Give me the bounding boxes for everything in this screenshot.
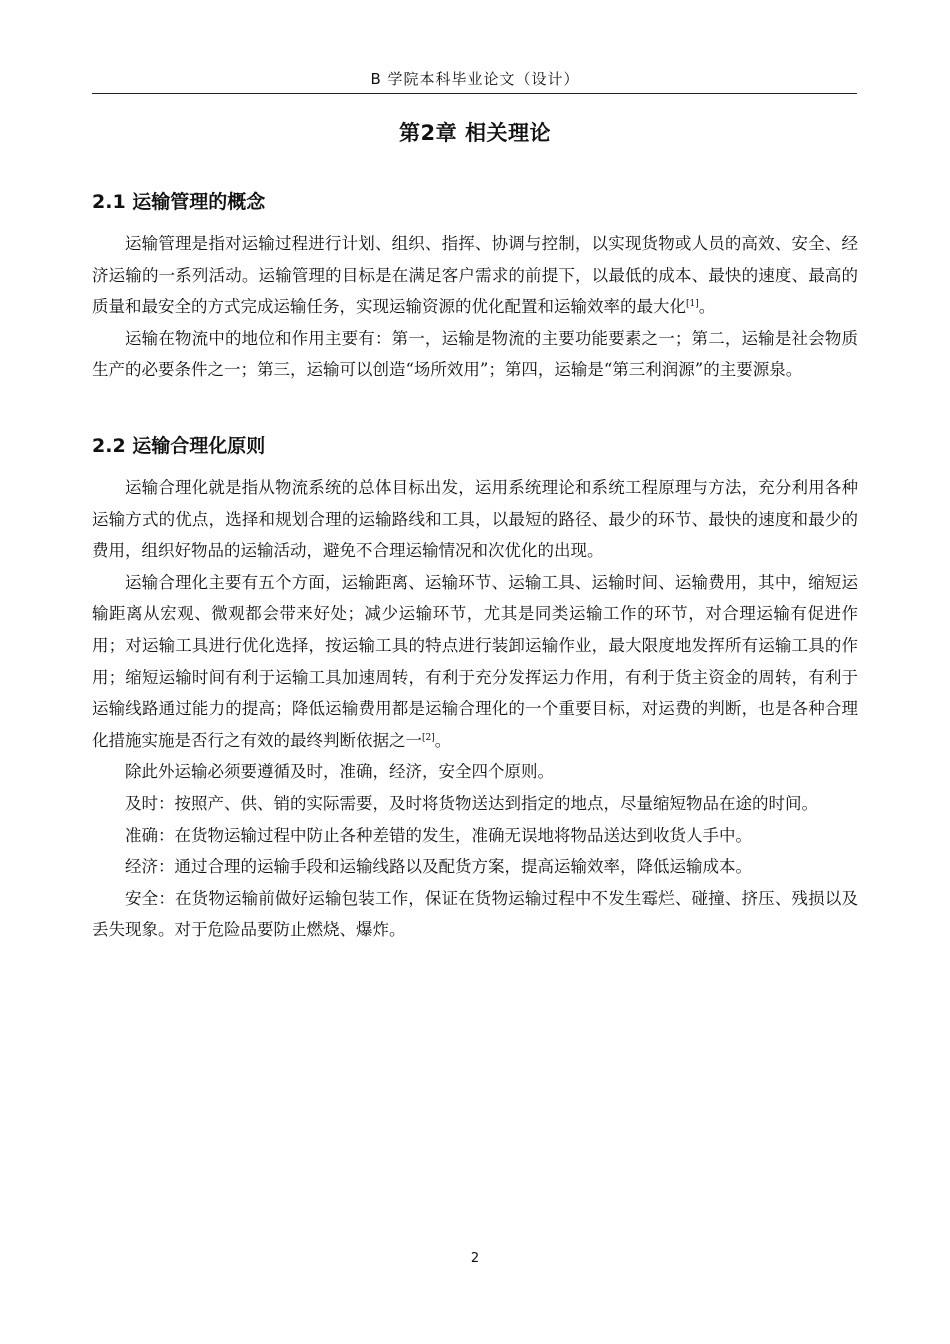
paragraph: 运输在物流中的地位和作用主要有：第一，运输是物流的主要功能要素之一；第二，运输是社会物质生产的必要条件之一；第三，运输可以创造“场所效用”；第四，运输是“第三利润源”的主要源泉。	[92, 328, 858, 380]
paragraph: 及时：按照产、供、销的实际需要，及时将货物送达到指定的地点，尽量缩短物品在途的时间。	[125, 793, 818, 813]
paragraph: 安全：在货物运输前做好运输包装工作，保证在货物运输过程中不发生霉烂、碰撞、挤压、残损以及丢失现象。对于危险品要防止燃烧、爆炸。	[92, 888, 858, 940]
paragraph: 准确：在货物运输过程中防止各种差错的发生，准确无误地将物品送达到收货人手中。	[125, 825, 752, 845]
section-2-1	[92, 184, 858, 386]
section-heading: 2.1 运输管理的概念	[92, 191, 266, 213]
paragraph: 经济：通过合理的运输手段和运输线路以及配货方案，提高运输效率，降低运输成本。	[125, 857, 752, 877]
paragraph	[92, 228, 858, 323]
section-heading: 2.2 运输合理化原则	[92, 434, 266, 457]
page-number: 2	[470, 1251, 480, 1266]
paragraph-tail: 。	[434, 730, 452, 750]
paragraph	[92, 567, 858, 757]
paragraph-text: 运输管理是指对运输过程进行计划、组织、指挥、协调与控制，以实现货物或人员的高效、安全、经济运输的一系列活动。运输管理的目标是在满足客户需求的前提下，以最低的成本、最快的速度、最高的质量和最安全的方式完成运输任务，实现运输资源的优化配置和运输效率的最大化	[92, 234, 858, 317]
running-header: B 学院本科毕业论文（设计）	[370, 70, 580, 88]
paragraph: 运输合理化就是指从物流系统的总体目标出发，运用系统理论和系统工程原理与方法，充分利用各种运输方式的优点，选择和规划合理的运输路线和工具，以最短的路径、最少的环节、最快的速度和最少的费用，组织好物品的运输活动，避免不合理运输情况和次优化的出现。	[92, 477, 858, 561]
paragraph-tail: 。	[698, 297, 716, 317]
paragraph-text: 运输合理化主要有五个方面，运输距离、运输环节、运输工具、运输时间、运输费用，其中，缩短运输距离从宏观、微观都会带来好处；减少运输环节，尤其是同类运输工作的环节，对合理运输有促进作用；对运输工具进行优化选择，按运输工具的特点进行装卸运输作业，最大限度地发挥所有运输工具的作用；缩短运输时间有利于运输工具加速周转，有利于充分发挥运力作用，有利于货主资金的周转，有利于运输线路通过能力的提高；降低运输费用都是运输合理化的一个重要目标，对运费的判断，也是各种合理化措施实施是否行之有效的最终判断依据之一	[92, 572, 858, 750]
chapter-title: 第2章 相关理论	[399, 121, 551, 145]
paragraph: 除此外运输必须要遵循及时，准确，经济，安全四个原则。	[125, 762, 554, 782]
citation-mark[interactable]: [1]	[686, 299, 699, 310]
citation-mark[interactable]: [2]	[422, 732, 435, 743]
header-rule	[92, 93, 857, 94]
page-content	[92, 184, 858, 946]
section-2-2	[92, 428, 858, 946]
